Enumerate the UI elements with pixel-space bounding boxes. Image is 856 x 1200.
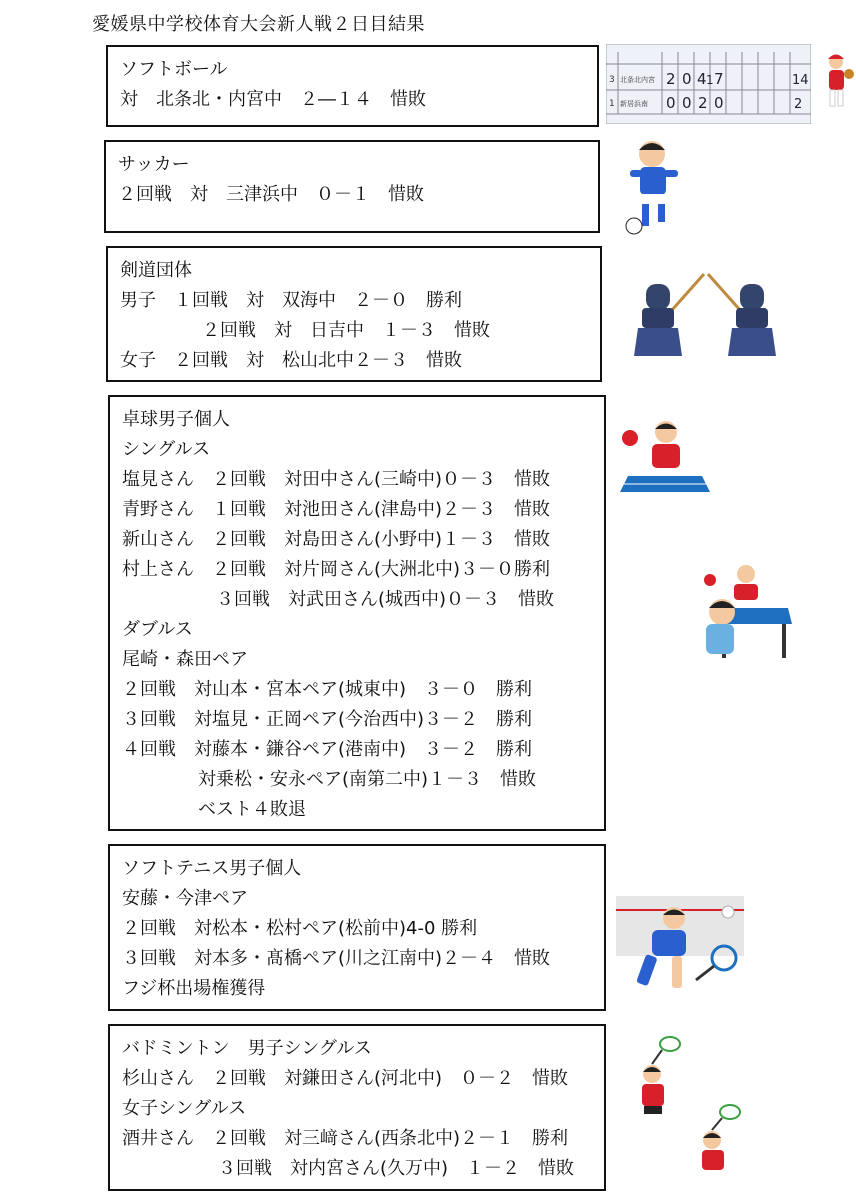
result-line: ３回戦 対塩見・正岡ペア(今治西中)３－２ 勝利 — [122, 709, 533, 730]
result-line: ４回戦 対藤本・鎌谷ペア(港南中) ３－２ 勝利 — [122, 739, 533, 760]
scoreboard-total: 14 — [792, 73, 809, 88]
scoreboard-row-no: 3 — [609, 75, 615, 85]
section-heading: 卓球男子個人 — [122, 409, 230, 430]
result-line: 対乗松・安永ペア(南第二中)１－３ 惜敗 — [198, 769, 537, 790]
result-line: 青野さん １回戦 対池田さん(津島中)２－３ 惜敗 — [122, 499, 551, 520]
result-line: ベスト４敗退 — [198, 799, 306, 820]
table-tennis-player-illustration — [618, 418, 710, 496]
result-line: フジ杯出場権獲得 — [122, 978, 266, 999]
result-line: ３回戦 対武田さん(城西中)０－３ 惜敗 — [216, 589, 555, 610]
section-heading: 剣道団体 — [120, 260, 192, 281]
soccer-player-illustration — [620, 138, 694, 236]
section-heading: サッカー — [118, 154, 190, 175]
result-line: ３回戦 対本多・髙橋ペア(川之江南中)２－４ 惜敗 — [122, 948, 551, 969]
result-line: ２回戦 対山本・宮本ペア(城東中) ３－０ 勝利 — [122, 679, 533, 700]
softball-box — [106, 45, 599, 127]
sub-heading: ダブルス — [122, 619, 193, 640]
result-line: 対 北条北・内宮中 ２―１４ 惜敗 — [120, 89, 426, 110]
scoreboard-team: 新居浜南 — [620, 100, 648, 108]
soft-tennis-player-illustration — [616, 896, 744, 998]
sub-heading: シングルス — [122, 439, 211, 460]
result-line: 男子 １回戦 対 双海中 ２－０ 勝利 — [120, 290, 462, 311]
badminton-box — [108, 1024, 606, 1191]
scoreboard-score: 7 — [714, 70, 724, 88]
soccer-box — [104, 140, 600, 233]
scoreboard-score: 0 — [666, 94, 676, 112]
scoreboard-photo — [606, 44, 811, 124]
scoreboard-score: 0 — [682, 70, 692, 88]
badminton-players-illustration — [628, 1030, 748, 1178]
scoreboard-team: 北条北内宮 — [620, 76, 655, 84]
sub-heading: 女子シングルス — [122, 1098, 247, 1119]
result-line: ２回戦 対 三津浜中 ０－１ 惜敗 — [118, 184, 424, 205]
scoreboard-score: 0 — [682, 94, 692, 112]
result-line: 女子 ２回戦 対 松山北中２－３ 惜敗 — [120, 350, 462, 371]
scoreboard-row-no: 1 — [609, 99, 615, 109]
section-heading: ソフトテニス男子個人 — [122, 858, 302, 879]
scoreboard-score: 2 — [666, 70, 676, 88]
softball-player-illustration — [818, 48, 856, 110]
section-heading: ソフトボール — [120, 59, 228, 80]
result-line: 村上さん ２回戦 対片岡さん(大洲北中)３－０勝利 — [122, 559, 551, 580]
pair-name: 尾崎・森田ペア — [122, 649, 248, 670]
result-line: 酒井さん ２回戦 対三﨑さん(西条北中)２－１ 勝利 — [122, 1128, 569, 1149]
scoreboard-score: 0 — [714, 94, 724, 112]
result-line: 塩見さん ２回戦 対田中さん(三崎中)０－３ 惜敗 — [122, 469, 551, 490]
table-tennis-match-illustration — [702, 562, 792, 662]
scoreboard-score: 4 — [697, 70, 707, 88]
result-line: 新山さん ２回戦 対島田さん(小野中)１－３ 惜敗 — [122, 529, 551, 550]
kendo-box — [106, 246, 602, 382]
result-line: ２回戦 対 日吉中 １－３ 惜敗 — [202, 320, 490, 341]
scoreboard-score: 1 — [706, 73, 714, 87]
soft-tennis-box — [108, 844, 606, 1011]
page-title: 愛媛県中学校体育大会新人戦２日目結果 — [92, 14, 425, 35]
result-line: 杉山さん ２回戦 対鎌田さん(河北中) ０－２ 惜敗 — [122, 1068, 569, 1089]
table-tennis-box — [108, 395, 606, 831]
pair-name: 安藤・今津ペア — [122, 888, 248, 909]
scoreboard-score: 2 — [698, 94, 708, 112]
kendo-illustration — [632, 270, 780, 362]
scoreboard-total: 2 — [794, 97, 803, 112]
result-line: ２回戦 対松本・松村ペア(松前中)4-0 勝利 — [122, 918, 478, 939]
section-heading: バドミントン 男子シングルス — [122, 1038, 372, 1059]
result-line: ３回戦 対内宮さん(久万中) １－２ 惜敗 — [218, 1158, 575, 1179]
